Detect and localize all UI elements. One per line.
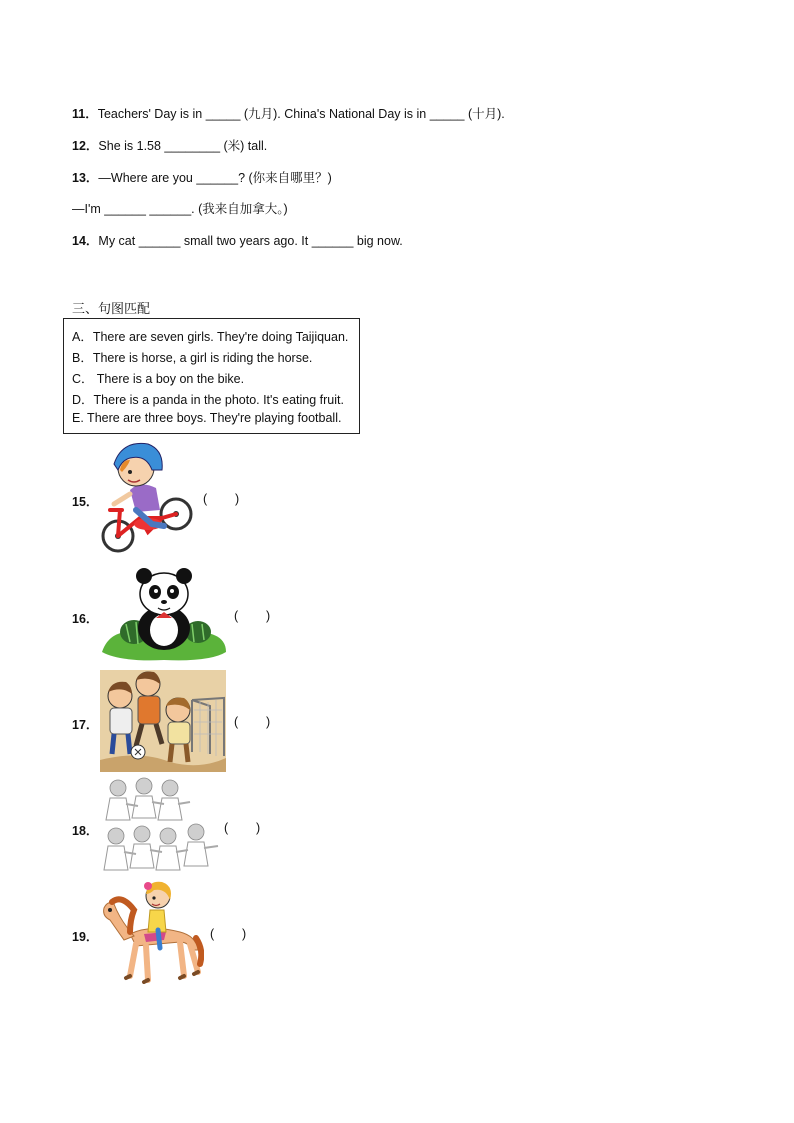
option-e: E. There are three boys. They're playing football. xyxy=(72,411,342,425)
options-box xyxy=(63,318,360,434)
question-text: —I'm ______ ______. (我来自加拿大。) xyxy=(72,202,288,216)
question-13 xyxy=(72,168,332,186)
girl-riding-horse-image xyxy=(100,880,204,984)
answer-parentheses-18[interactable]: ( ) xyxy=(224,821,261,835)
question-number: 13． xyxy=(72,171,99,185)
girls-doing-taijiquan-image xyxy=(100,776,226,878)
answer-parentheses-15[interactable]: ( ) xyxy=(203,492,240,506)
question-12 xyxy=(72,136,267,154)
question-text: My cat ______ small two years ago. It ______ big now. xyxy=(98,234,403,248)
section-title: 三、句图匹配 xyxy=(72,301,151,316)
question-text: Teachers' Day is in _____ (九月). China's National Day is in _____ (十月). xyxy=(97,107,505,121)
answer-parentheses-16[interactable]: ( ) xyxy=(234,609,271,623)
question-text: She is 1.58 ________ (米) tall. xyxy=(98,139,268,153)
question-number-15: 15． xyxy=(72,495,99,509)
option-c: C． There is a boy on the bike. xyxy=(72,372,245,386)
panda-eating-fruit-image xyxy=(100,568,228,664)
option-a: A．There are seven girls. They're doing Taijiquan. xyxy=(72,330,349,344)
question-number: 14． xyxy=(72,234,99,248)
question-number-17: 17． xyxy=(72,718,99,732)
option-d: D．There is a panda in the photo. It's eating fruit. xyxy=(72,393,344,407)
question-14 xyxy=(72,231,403,249)
boy-on-bike-image xyxy=(100,440,196,558)
answer-parentheses-17[interactable]: ( ) xyxy=(234,715,271,729)
question-number: 12． xyxy=(72,139,99,153)
question-number: 11． xyxy=(72,107,98,121)
question-number-19: 19． xyxy=(72,930,99,944)
question-number-16: 16． xyxy=(72,612,99,626)
question-13-answer-line xyxy=(72,199,288,217)
boys-playing-football-image xyxy=(100,670,226,772)
question-number-18: 18． xyxy=(72,824,99,838)
question-text: —Where are you ______? (你来自哪里？) xyxy=(98,171,332,185)
answer-parentheses-19[interactable]: ( ) xyxy=(210,927,247,941)
option-b: B．There is horse, a girl is riding the horse. xyxy=(72,351,313,365)
question-11 xyxy=(72,104,505,122)
